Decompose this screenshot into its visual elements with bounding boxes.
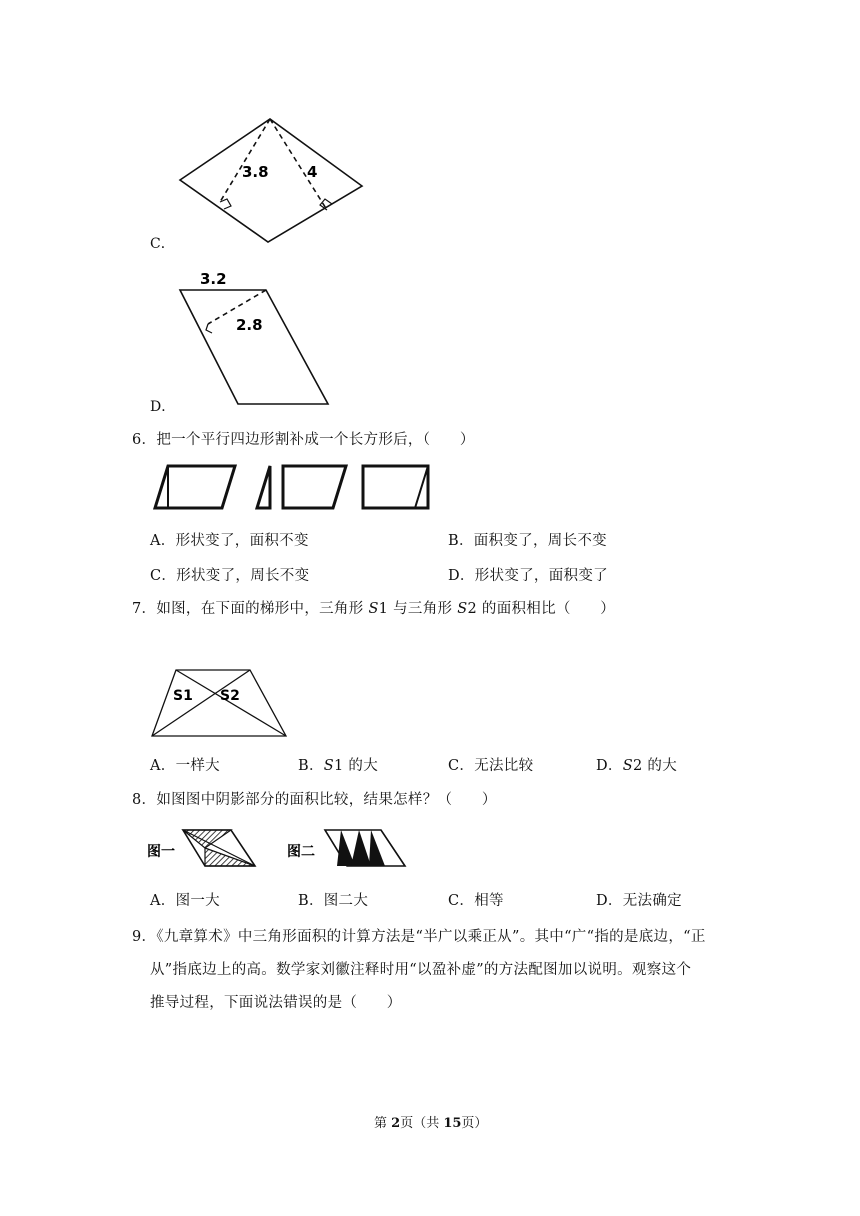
option-5c-label: C． (150, 236, 175, 252)
parallelogram-outline (180, 290, 328, 404)
question-6-option-c[interactable]: C．形状变了，周长不变 (150, 568, 310, 584)
height-label: 2.8 (236, 316, 263, 334)
figure-6-cut-and-fill (150, 462, 440, 514)
height-label-right: 4 (307, 163, 318, 181)
label-s2: S2 (220, 688, 240, 704)
figure-5c-rhombus (170, 112, 380, 252)
height-line-left (220, 119, 270, 202)
question-8-stem: 8．如图图中阴影部分的面积比较，结果怎样？（ ） (132, 792, 497, 808)
figure-5d-parallelogram (170, 264, 340, 409)
height-line-right (270, 119, 327, 210)
base-label: 3.2 (200, 270, 227, 288)
question-7-option-c[interactable]: C．无法比较 (448, 758, 534, 774)
option-5d-label: D． (150, 399, 176, 415)
figure-7-trapezoid (150, 664, 290, 740)
height-label-left: 3.8 (242, 163, 269, 181)
page-footer: 第 2页（共 15页） (374, 1116, 488, 1131)
question-8-option-c[interactable]: C．相等 (448, 893, 504, 909)
question-9-line-2: 从”指底边上的高。数学家刘徽注释时用“以盈补虚”的方法配图加以说明。观察这个 (150, 962, 692, 978)
question-9-line-1: 9．《九章算术》中三角形面积的计算方法是“半广以乘正从”。其中“广“指的是底边，“正 (132, 929, 706, 945)
label-s1: S1 (173, 688, 193, 704)
question-6-stem: 6．把一个平行四边形割补成一个长方形后，（ ） (132, 432, 475, 448)
question-7-option-a[interactable]: A．一样大 (150, 758, 220, 774)
figure-1-label: 图一 (147, 844, 175, 860)
figure-2-label: 图二 (287, 844, 315, 860)
question-9-line-3: 推导过程，下面说法错误的是（ ） (150, 995, 402, 1011)
question-7-option-b[interactable]: B．S1 的大 (298, 758, 379, 774)
figure-2 (325, 830, 405, 866)
question-7-option-d[interactable]: D．S2 的大 (596, 758, 678, 774)
question-8-option-a[interactable]: A．图一大 (150, 893, 220, 909)
question-8-option-d[interactable]: D．无法确定 (596, 893, 682, 909)
parallelogram-1 (155, 466, 235, 508)
question-7-stem: 7．如图，在下面的梯形中，三角形 S1 与三角形 S2 的面积相比（ ） (132, 601, 616, 617)
cut-triangle-and-piece (257, 466, 346, 508)
resulting-rectangle (363, 466, 428, 508)
figure-1 (183, 830, 255, 866)
question-8-option-b[interactable]: B．图二大 (298, 893, 369, 909)
figure-8-shaded-areas (145, 822, 415, 872)
right-angle-mark (206, 324, 212, 333)
rhombus-outline (180, 119, 362, 242)
question-6-option-a[interactable]: A．形状变了，面积不变 (150, 533, 309, 549)
question-6-option-d[interactable]: D．形状变了，面积变了 (448, 568, 608, 584)
question-6-option-b[interactable]: B．面积变了，周长不变 (448, 533, 607, 549)
